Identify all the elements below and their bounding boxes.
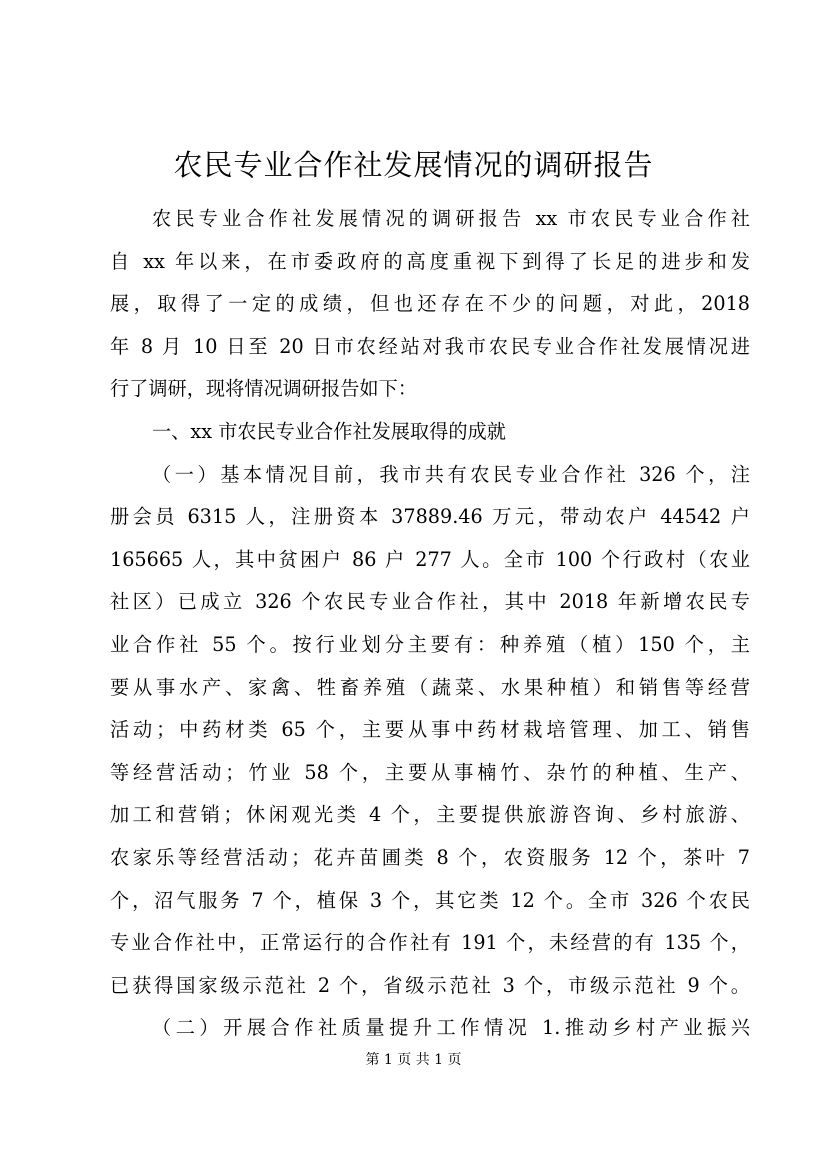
body-line: 专业合作社中，正常运行的合作社有 191 个，未经营的有 135 个，	[110, 931, 750, 955]
body-line: 年 8 月 10 日至 20 日市农经站对我市农民专业合作社发展情况进	[110, 334, 750, 358]
body-line: （二）开展合作社质量提升工作情况 1.推动乡村产业振兴	[152, 1016, 750, 1040]
body-line: 等经营活动；竹业 58 个，主要从事楠竹、杂竹的种植、生产、	[110, 760, 750, 784]
body-line: 册会员 6315 人，注册资本 37889.46 万元，带动农户 44542 户	[110, 505, 750, 529]
body-line: 展，取得了一定的成绩，但也还存在不少的问题，对此，2018	[110, 292, 750, 316]
body-line: 农家乐等经营活动；花卉苗圃类 8 个，农资服务 12 个，茶叶 7	[110, 845, 750, 869]
body-line: 个，沼气服务 7 个，植保 3 个，其它类 12 个。全市 326 个农民	[110, 888, 750, 912]
body-line: 行了调研，现将情况调研报告如下：	[110, 377, 417, 401]
document-body	[110, 198, 750, 1050]
body-line: 已获得国家级示范社 2 个，省级示范社 3 个，市级示范社 9 个。	[110, 973, 750, 997]
body-line: 165665 人，其中贫困户 86 户 277 人。全市 100 个行政村（农业	[110, 547, 750, 571]
section-heading: 一、xx 市农民专业合作社发展取得的成就	[152, 419, 506, 443]
body-line: （一）基本情况目前，我市共有农民专业合作社 326 个，注	[152, 462, 750, 486]
body-line: 要从事水产、家禽、牲畜养殖（蔬菜、水果种植）和销售等经营	[110, 675, 750, 699]
body-line: 业合作社 55 个。按行业划分主要有：种养殖（植）150 个，主	[110, 632, 750, 656]
body-line: 社区）已成立 326 个农民专业合作社，其中 2018 年新增农民专	[110, 590, 750, 614]
body-line: 加工和营销；休闲观光类 4 个，主要提供旅游咨询、乡村旅游、	[110, 803, 750, 827]
body-line: 活动；中药材类 65 个，主要从事中药材栽培管理、加工、销售	[110, 718, 750, 742]
page-footer: 第 1 页 共 1 页	[365, 1052, 462, 1068]
document-title: 农民专业合作社发展情况的调研报告	[173, 148, 654, 182]
body-line: 农民专业合作社发展情况的调研报告 xx 市农民专业合作社	[152, 207, 750, 230]
body-line: 自 xx 年以来，在市委政府的高度重视下到得了长足的进步和发	[110, 249, 750, 273]
